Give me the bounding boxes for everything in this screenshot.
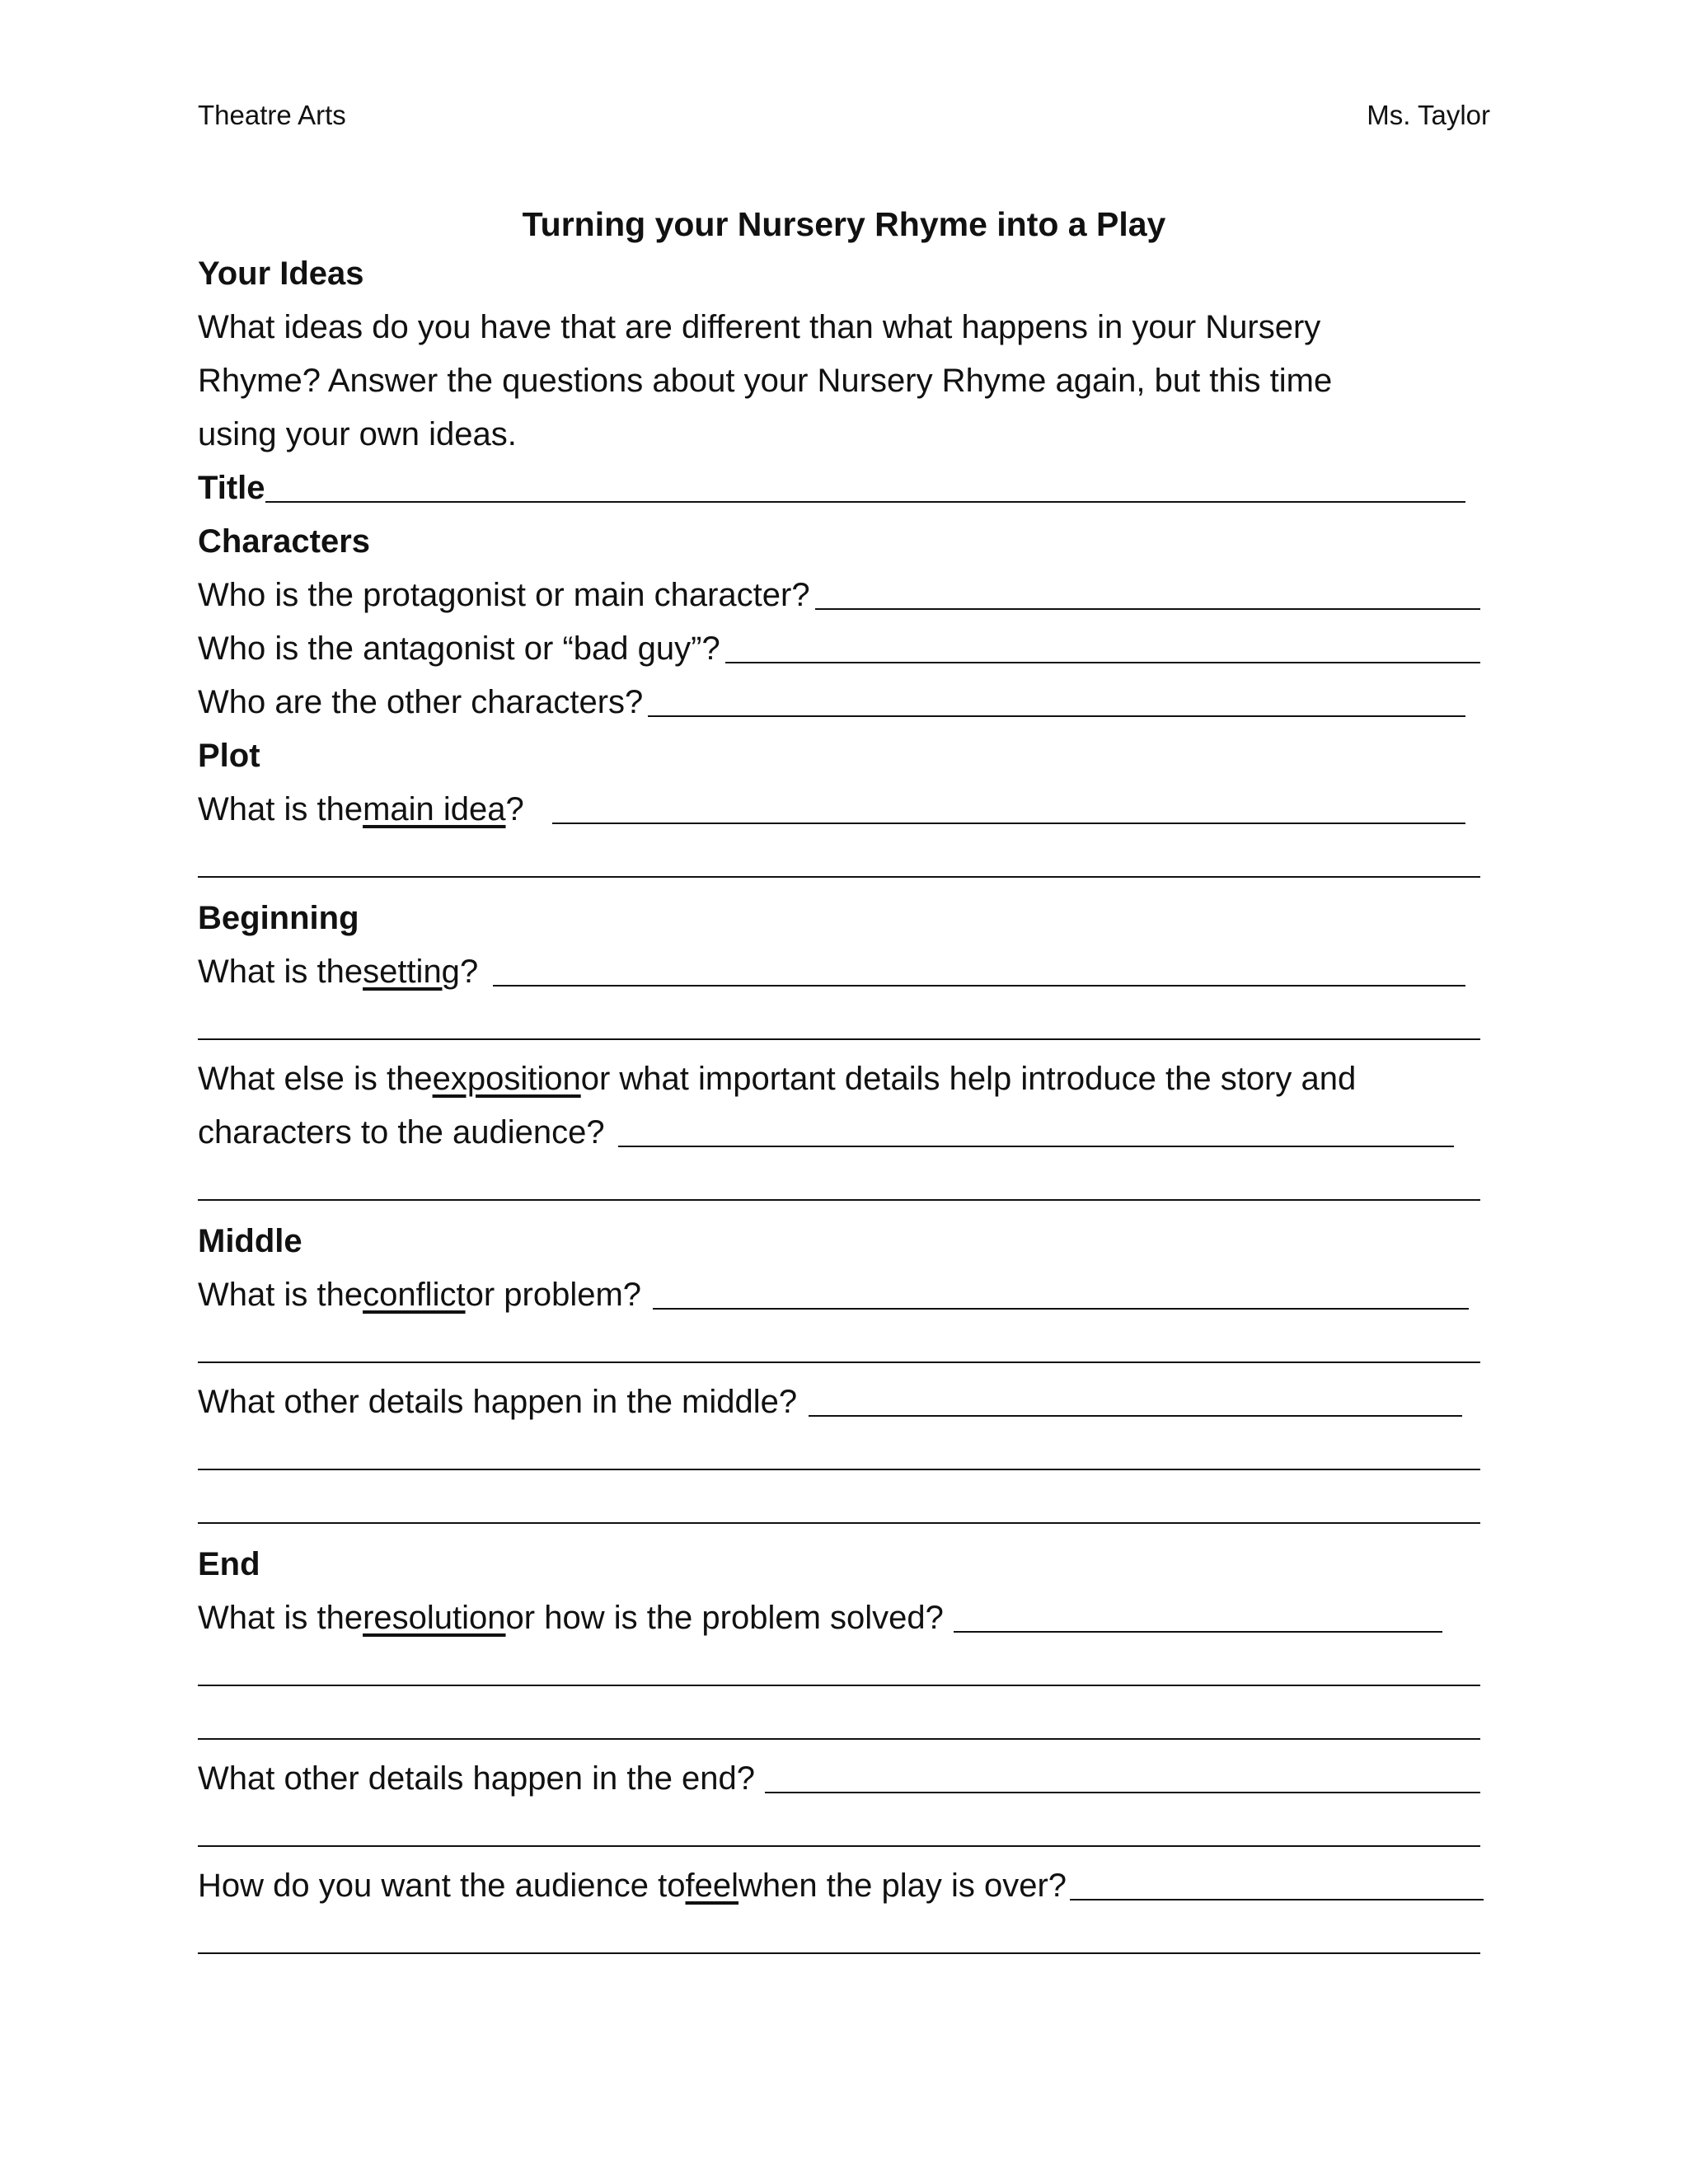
end-heading: End <box>198 1546 260 1582</box>
middle-details-question: What other details happen in the middle? <box>198 1384 798 1420</box>
setting-term: setting <box>363 954 460 990</box>
antagonist-answer-line[interactable] <box>725 662 1480 663</box>
conflict-term: conflict <box>363 1277 466 1313</box>
teacher-name: Ms. Taylor <box>1367 100 1490 130</box>
feel-row: How do you want the audience to feel when the play is over? <box>198 1861 1490 1910</box>
middle-details-answer-line-2[interactable] <box>198 1469 1480 1470</box>
plot-heading: Plot <box>198 738 260 774</box>
main-idea-answer-line-2[interactable] <box>198 876 1480 878</box>
protagonist-question: Who is the protagonist or main character? <box>198 577 810 613</box>
title-answer-line[interactable] <box>265 501 1465 503</box>
main-idea-row: What is the main idea ? <box>198 785 1490 834</box>
beginning-heading: Beginning <box>198 900 359 936</box>
resolution-answer-line-3[interactable] <box>198 1738 1480 1740</box>
main-idea-extra-row <box>198 838 1490 888</box>
other-characters-question: Who are the other characters? <box>198 684 644 720</box>
intro-line-2: Rhyme? Answer the questions about your Nursery Rhyme again, but this time <box>198 363 1333 399</box>
intro-line-3: using your own ideas. <box>198 416 517 452</box>
antagonist-question: Who is the antagonist or “bad guy”? <box>198 630 720 667</box>
end-details-answer-line[interactable] <box>765 1792 1480 1793</box>
end-details-extra-row <box>198 1807 1490 1857</box>
exposition-row-2: characters to the audience? <box>198 1108 1490 1157</box>
resolution-answer-line-2[interactable] <box>198 1685 1480 1686</box>
middle-details-answer-line[interactable] <box>809 1415 1462 1417</box>
setting-answer-line-2[interactable] <box>198 1038 1480 1040</box>
other-characters-row <box>198 677 1490 727</box>
middle-details-row <box>198 1377 1490 1427</box>
middle-heading: Middle <box>198 1223 302 1259</box>
setting-row: What is the setting ? <box>198 947 1490 996</box>
antagonist-row <box>198 624 1490 673</box>
resolution-extra-row-1 <box>198 1647 1490 1696</box>
end-details-question: What other details happen in the end? <box>198 1760 756 1797</box>
middle-extra-row-1 <box>198 1431 1490 1480</box>
your-ideas-heading: Your Ideas <box>198 255 364 292</box>
resolution-answer-line[interactable] <box>954 1631 1442 1633</box>
title-field-row <box>198 463 1490 513</box>
feel-term: feel <box>685 1868 739 1904</box>
feel-extra-row <box>198 1915 1490 1964</box>
protagonist-answer-line[interactable] <box>815 608 1480 610</box>
main-idea-answer-line[interactable] <box>552 823 1465 824</box>
intro-line-1: What ideas do you have that are different than what happens in your Nursery <box>198 309 1321 345</box>
conflict-extra-row <box>198 1324 1490 1373</box>
exposition-extra-row <box>198 1161 1490 1211</box>
resolution-row: What is the resolution or how is the problem solved? <box>198 1593 1490 1643</box>
setting-answer-line[interactable] <box>493 985 1465 987</box>
conflict-answer-line-2[interactable] <box>198 1361 1480 1363</box>
course-name: Theatre Arts <box>198 100 346 130</box>
other-characters-answer-line[interactable] <box>648 715 1465 717</box>
exposition-row: What else is the exposition or what important details help introduce the story and <box>198 1054 1490 1104</box>
feel-answer-line[interactable] <box>1070 1899 1484 1900</box>
title-field-label: Title <box>198 470 265 506</box>
main-idea-term: main idea <box>363 791 506 827</box>
worksheet-title: Turning your Nursery Rhyme into a Play <box>522 205 1166 243</box>
protagonist-row <box>198 570 1490 620</box>
feel-answer-line-2[interactable] <box>198 1952 1480 1954</box>
end-details-answer-line-2[interactable] <box>198 1845 1480 1847</box>
conflict-row: What is the conflict or problem? <box>198 1270 1490 1319</box>
resolution-term: resolution <box>363 1600 506 1636</box>
conflict-answer-line[interactable] <box>653 1308 1469 1310</box>
exposition-answer-line-2[interactable] <box>198 1199 1480 1201</box>
end-details-row <box>198 1754 1490 1803</box>
middle-details-answer-line-3[interactable] <box>198 1522 1480 1524</box>
resolution-extra-row-2 <box>198 1700 1490 1750</box>
setting-extra-row <box>198 1001 1490 1050</box>
exposition-term: exposition <box>432 1061 581 1097</box>
middle-extra-row-2 <box>198 1484 1490 1534</box>
characters-heading: Characters <box>198 523 371 560</box>
exposition-answer-line[interactable] <box>618 1146 1454 1147</box>
